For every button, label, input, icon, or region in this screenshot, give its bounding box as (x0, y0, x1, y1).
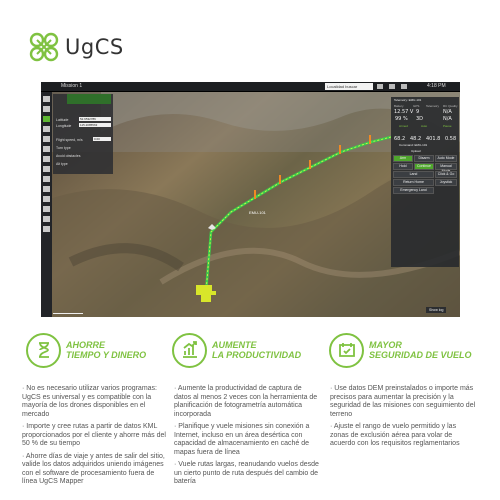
auto-mode-button[interactable]: Auto Mode (435, 155, 457, 162)
camera-icon[interactable] (43, 196, 50, 202)
location-search-input[interactable]: Localidad buscar (325, 83, 373, 90)
battery-label: Battery (394, 104, 404, 108)
telemetry-label: Telemetry (426, 104, 440, 108)
telemetry-title: Telemetry: EMU-101 (394, 98, 422, 102)
area-icon[interactable] (43, 136, 50, 142)
app-screenshot (41, 82, 460, 317)
bullet: · Ahorre días de viaje y antes de salir del sitio, valide los datos adquiridos uniendo imágenes con el software de procesamiento fuera de línea UgCS Mapper (22, 452, 165, 485)
manual-mode-button[interactable]: Manual (435, 163, 457, 170)
ugcs-logo-mark-icon (28, 31, 60, 63)
bullet: · Use datos DEM preinstalados o importe más precisos para aumentar la precisión y la seguridad de las misiones con seguimiento del terreno (330, 385, 476, 418)
altitude-value-1: 68.2 (394, 136, 406, 142)
layers-icon[interactable] (389, 84, 395, 89)
poi-icon[interactable] (43, 166, 50, 172)
avoid-obstacles-label: Avoid obstacles (56, 154, 81, 158)
left-toolbar (41, 92, 52, 317)
bullet: · No es necesario utilizar varios programas: UgCS es universal y es compatible con la mayoría de los drones disponibles en el mercado (22, 385, 157, 418)
line-icon[interactable] (43, 206, 50, 212)
feature-bullets-safety (330, 385, 476, 453)
land-button[interactable]: Land (393, 171, 434, 178)
app-topbar (41, 82, 460, 92)
route-header[interactable] (67, 94, 111, 104)
feature-title-line2: LA PRODUCTIVIDAD (212, 350, 302, 360)
undo-icon[interactable] (43, 226, 50, 232)
bullet: · Importe y cree rutas a partir de datos KML proporcionados por el cliente y ahorre más del 50 % de su tiempo (22, 423, 166, 447)
speed-label: Flight speed, m/s (56, 138, 83, 142)
map-scale (53, 309, 83, 314)
emergency-land-button[interactable]: Emergency Land (393, 187, 434, 194)
hourglass-icon (26, 333, 61, 368)
altitude-value-4: 0.58 (445, 136, 457, 142)
bullet: · Vuele rutas largas, reanudando vuelos desde un cierto punto de ruta después del cambio de batería (174, 461, 319, 485)
clock-label: 4:18 PM (427, 83, 446, 89)
latitude-label: Latitude (56, 118, 69, 122)
mission-title[interactable]: Mission 1 (61, 83, 83, 89)
rc-quality-label: RC Quality (443, 104, 458, 108)
pause-status: Pause (443, 124, 452, 128)
feature-title-safety (369, 340, 472, 360)
alt-type-label: Alt type (56, 162, 68, 166)
gps-sats: 9 (416, 109, 420, 115)
feature-bullets-save (22, 385, 168, 491)
feature-title-line1: AUMENTE (212, 340, 257, 350)
grid-icon[interactable] (43, 156, 50, 162)
feature-title-line2: TIEMPO Y DINERO (66, 350, 147, 360)
feature-head-productivity (172, 328, 301, 372)
ruler-icon[interactable] (43, 176, 50, 182)
altitude-value-3: 401.8 (426, 136, 441, 142)
settings-icon[interactable] (377, 84, 383, 89)
feature-title-line1: AHORRE (66, 340, 106, 350)
zone-icon[interactable] (43, 186, 50, 192)
rc-value-2: N/A (443, 116, 452, 122)
longitude-label: Longitude (56, 124, 72, 128)
feature-title-productivity (212, 340, 301, 360)
rc-quality-value: N/A (443, 109, 452, 115)
route-icon[interactable] (43, 106, 50, 112)
click-go-button[interactable]: Click & Go (435, 171, 457, 178)
upload-label[interactable]: Upload (411, 149, 421, 153)
arm-button[interactable]: Arm (393, 155, 413, 162)
feature-title-save (66, 340, 146, 360)
video-icon[interactable] (401, 84, 407, 89)
menu-icon[interactable] (43, 96, 50, 102)
trash-icon[interactable] (43, 216, 50, 222)
longitude-field[interactable]: 115.2085563 (79, 123, 111, 127)
auto-status: Auto (421, 124, 428, 128)
topbar-icons (377, 84, 407, 89)
hold-button[interactable]: Hold (393, 163, 413, 170)
bullet: · Aumente la productividad de captura de datos al menos 2 veces con la herramienta de planificación de fotogrametría automática incorporada (174, 385, 318, 418)
pencil-icon[interactable] (43, 126, 50, 132)
ugcs-logo (28, 30, 124, 64)
joystick-button[interactable]: Joystick (435, 179, 457, 186)
battery-percent: 99 % (395, 116, 408, 122)
photo-icon[interactable] (43, 146, 50, 152)
command-title: Command: EMU-101 (399, 143, 428, 147)
bullet: · Ajuste el rango de vuelo permitido y las zonas de exclusión aérea para volar de acuerdo con los requisitos reglamentarios (330, 423, 460, 447)
logo-text: UgCS (65, 35, 124, 59)
show-log-button[interactable]: Show log (426, 307, 446, 313)
telemetry-panel (391, 97, 459, 267)
altitude-value-2: 48.2 (410, 136, 422, 142)
feature-head-safety (329, 328, 472, 372)
battery-voltage: 12.57 V (394, 109, 414, 115)
chart-arrow-icon (172, 333, 207, 368)
feature-title-line2: SEGURIDAD DE VUELO (369, 350, 472, 360)
continue-button[interactable]: Continue (414, 163, 434, 170)
mission-editor-panel (53, 94, 113, 174)
feature-title-line1: MAYOR (369, 340, 402, 350)
speed-field[interactable]: 0.00 (93, 137, 111, 141)
gps-fix: 3D (416, 116, 424, 122)
drone-label[interactable]: EMU-101 (249, 210, 266, 215)
armed-status: Armed (399, 124, 408, 128)
shield-check-icon (329, 333, 364, 368)
return-home-button[interactable]: Return Home (393, 179, 434, 186)
latitude-field[interactable]: 52.9532786 (79, 117, 111, 121)
waypoint-icon[interactable] (43, 116, 50, 122)
disarm-button[interactable]: Disarm (414, 155, 434, 162)
gps-label: GPS (413, 104, 420, 108)
bullet: · Planifique y vuele misiones sin conexión a Internet, incluso en un área desértica con capacidad de almacenamiento en caché de mapas fuera de línea (174, 423, 310, 456)
feature-bullets-productivity (174, 385, 320, 491)
turn-type-label: Turn type (56, 146, 71, 150)
feature-head-save (26, 328, 146, 372)
